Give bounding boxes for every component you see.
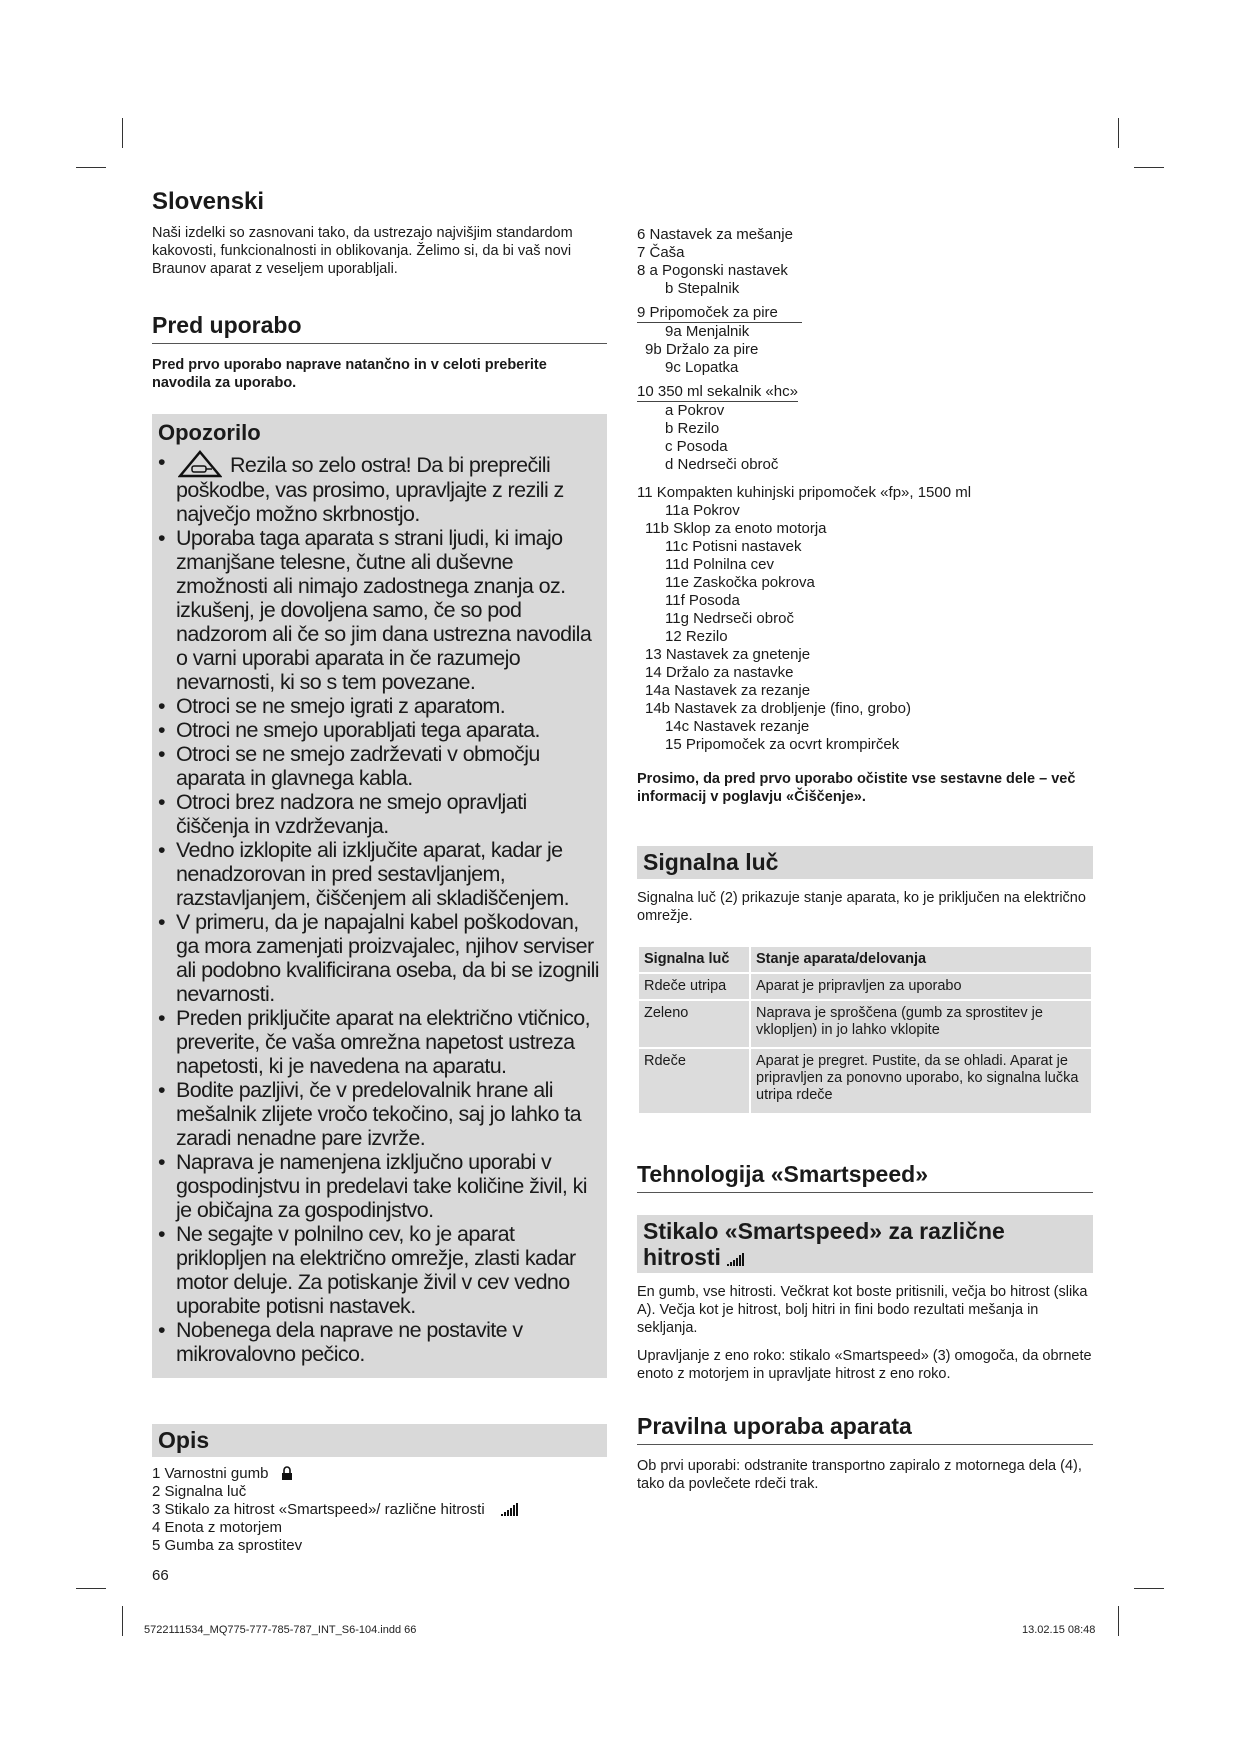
part-line: 14a Nastavek za rezanje xyxy=(645,682,811,699)
warning-item: • Naprava je namenjena izključno uporabi v gospodinjstvu in predelavi take količine živil, ki je običajna za gospodinjstvo. xyxy=(158,1150,603,1222)
table-row xyxy=(638,1048,1092,1114)
opis-item: 2 Signalna luč xyxy=(152,1483,247,1500)
warning-item: • Ne segajte v polnilno cev, ko je aparat priklopljen na električno omrežje, zlasti kadar motor deluje. Za potiskanje živil v cev vedno uporabite potisni nastavek. xyxy=(158,1222,603,1318)
part-line: 7 Čaša xyxy=(637,244,685,261)
table-cell: Rdeče utripa xyxy=(638,973,750,1000)
part-line: 8 a Pogonski nastavek xyxy=(637,262,788,279)
warning-item: • Otroci se ne smejo igrati z aparatom. xyxy=(158,694,603,718)
part-line: c Posoda xyxy=(665,438,728,455)
warning-item: • Otroci brez nadzora ne smejo opravljati čiščenja in vzdrževanja. xyxy=(158,790,603,838)
footer-file: 5722111534_MQ775-777-785-787_INT_S6-104.indd 66 xyxy=(144,1624,417,1636)
opis-list xyxy=(152,1465,607,1555)
cleaning-note: Prosimo, da pred prvo uporabo očistite vse sestavne dele – več informacij v poglavju «Čiščenje». xyxy=(637,771,1076,805)
table-cell: Naprava je sproščena (gumb za sprostitev je vklopljen) in jo lahko vklopite xyxy=(750,1000,1092,1048)
crop-mark xyxy=(76,1588,106,1589)
opis-item: 4 Enota z motorjem xyxy=(152,1519,283,1536)
crop-mark xyxy=(1118,118,1119,148)
part-line: 13 Nastavek za gnetenje xyxy=(645,646,811,663)
table-row xyxy=(638,1000,1092,1048)
language-title: Slovenski xyxy=(152,188,265,215)
speed-bars-icon xyxy=(727,1244,745,1270)
part-line: 14 Držalo za nastavke xyxy=(645,664,794,681)
opis-item: 5 Gumba za sprostitev xyxy=(152,1537,303,1554)
pred-uporabo-text: Pred prvo uporabo naprave natančno in v celoti preberite navodila za uporabo. xyxy=(152,357,547,391)
crop-mark xyxy=(122,1606,123,1636)
opis-item: 1 Varnostni gumb xyxy=(152,1465,607,1483)
signal-text: Signalna luč (2) prikazuje stanje aparata, ko je priključen na električno omrežje. xyxy=(637,890,1086,924)
table-header: Signalna luč xyxy=(638,946,750,973)
warning-item: • Otroci se ne smejo zadrževati v območju aparata in glavnega kabla. xyxy=(158,742,603,790)
hand-warning-icon xyxy=(178,450,222,478)
switch-text-1: En gumb, vse hitrosti. Večkrat kot boste pritisnili, večja bo hitrost (slika A). Večja kot je hitrost, bolj hitri in fini bodo rezultati mešanja in sekljanja. xyxy=(637,1284,1088,1336)
signal-heading: Signalna luč xyxy=(637,846,1093,879)
warning-item: • Uporaba taga aparata s strani ljudi, ki imajo zmanjšane telesne, čutne ali duševne zmožnosti ali nimajo zadostnega znanja oz. izkušenj, je dovoljena samo, če so pod nadzorom ali če so jim dana ustrezna navodila o varni uporabi aparata in če razumejo nevarnosti, ki so s tem povezane. xyxy=(158,526,603,694)
table-cell: Zeleno xyxy=(638,1000,750,1048)
usage-heading: Pravilna uporaba aparata xyxy=(637,1413,1093,1445)
intro-text: Naši izdelki so zasnovani tako, da ustrezajo najvišjim standardom kakovosti, funkcionalnosti in oblikovanja. Želimo si, da bi vaš novi Braunov aparat z veseljem uporabljali. xyxy=(152,225,573,277)
opis-item: 3 Stikalo za hitrost «Smartspeed»/ različne hitrosti xyxy=(152,1501,607,1519)
page-number: 66 xyxy=(152,1567,169,1584)
warning-item: • Rezila so zelo ostra! Da bi preprečili poškodbe, vas prosimo, upravljajte z rezili z največjo možno skrbnostjo. xyxy=(158,450,603,526)
warning-item: • V primeru, da je napajalni kabel poškodovan, ga mora zamenjati proizvajalec, njihov serviser ali podobno kvalificirana oseba, da bi se izognili nevarnosti. xyxy=(158,910,603,1006)
part-line: 11g Nedrseči obroč xyxy=(665,610,794,627)
lock-icon xyxy=(281,1465,293,1482)
table-cell: Aparat je pripravljen za uporabo xyxy=(750,973,1092,1000)
warning-title: Opozorilo xyxy=(158,420,261,445)
warning-box xyxy=(152,414,607,1378)
part-line: a Pokrov xyxy=(665,402,725,419)
part-line: 11a Pokrov xyxy=(665,502,740,519)
part-line: 10 350 ml sekalnik «hc» xyxy=(637,383,798,400)
part-line: 12 Rezilo xyxy=(665,628,728,645)
signal-table xyxy=(637,945,1093,1115)
part-line: 11d Polnilna cev xyxy=(665,556,774,573)
part-line: 6 Nastavek za mešanje xyxy=(637,226,793,243)
part-line: 11c Potisni nastavek xyxy=(665,538,802,555)
speed-bars-icon xyxy=(501,1501,519,1518)
left-column xyxy=(152,188,607,1585)
table-header-row xyxy=(638,946,1092,973)
crop-mark xyxy=(1118,1606,1119,1636)
part-line: 14b Nastavek za drobljenje (fino, grobo) xyxy=(645,700,911,717)
part-line: 14c Nastavek rezanje xyxy=(665,718,810,735)
usage-text: Ob prvi uporabi: odstranite transportno zapiralo z motornega dela (4), tako da povlečete rdeči trak. xyxy=(637,1458,1082,1492)
warning-item: • Bodite pazljivi, če v predelovalnik hrane ali mešalnik zlijete vročo tekočino, saj jo lahko ta zaradi nenadne pare izvrže. xyxy=(158,1078,603,1150)
part-line: 9 Pripomoček za pire xyxy=(637,304,1093,323)
switch-text-2: Upravljanje z eno roko: stikalo «Smartspeed» (3) omogoča, da obrnete enoto z motorjem in upravljate hitrost z eno roko. xyxy=(637,1348,1092,1382)
table-header: Stanje aparata/delovanja xyxy=(750,946,1092,973)
part-line: 9a Menjalnik xyxy=(665,323,750,340)
warning-item: • Nobenega dela naprave ne postavite v mikrovalovno pečico. xyxy=(158,1318,603,1366)
warning-item: • Preden priključite aparat na električno vtičnico, preverite, če vaša omrežna napetost ustreza napetosti, ki je navedena na aparatu. xyxy=(158,1006,603,1078)
warning-item: • Vedno izklopite ali izključite aparat, kadar je nenadzorovan in pred sestavljanjem, razstavljanjem, čiščenjem ali skladiščenjem. xyxy=(158,838,603,910)
part-line: d Nedrseči obroč xyxy=(665,456,779,473)
right-column xyxy=(637,226,1093,1493)
crop-mark xyxy=(1134,167,1164,168)
crop-mark xyxy=(76,167,106,168)
part-line: 11b Sklop za enoto motorja xyxy=(645,520,827,537)
table-cell: Rdeče xyxy=(638,1048,750,1114)
crop-mark xyxy=(1134,1588,1164,1589)
part-line: b Rezilo xyxy=(665,420,720,437)
part-line: b Stepalnik xyxy=(665,280,740,297)
table-row xyxy=(638,973,1092,1000)
switch-heading: Stikalo «Smartspeed» za različne hitrosti xyxy=(637,1215,1093,1273)
warning-item: • Otroci ne smejo uporabljati tega aparata. xyxy=(158,718,603,742)
part-line: 9b Držalo za pire xyxy=(645,341,759,358)
crop-mark xyxy=(122,118,123,148)
part-line: 15 Pripomoček za ocvrt krompirček xyxy=(665,736,900,753)
warning-list xyxy=(158,450,603,1366)
part-line: 11e Zaskočka pokrova xyxy=(665,574,815,591)
opis-heading: Opis xyxy=(152,1424,607,1457)
part-line: 11f Posoda xyxy=(665,592,740,609)
table-cell: Aparat je pregret. Pustite, da se ohladi. Aparat je pripravljen za ponovno uporabo, ko signalna lučka utripa rdeče xyxy=(750,1048,1092,1114)
footer-date: 13.02.15 08:48 xyxy=(1022,1624,1096,1636)
pred-uporabo-heading: Pred uporabo xyxy=(152,312,607,344)
part-line: 9c Lopatka xyxy=(665,359,739,376)
part-line: 11 Kompakten kuhinjski pripomoček «fp», 1500 ml xyxy=(637,484,972,501)
tech-heading: Tehnologija «Smartspeed» xyxy=(637,1161,1093,1193)
